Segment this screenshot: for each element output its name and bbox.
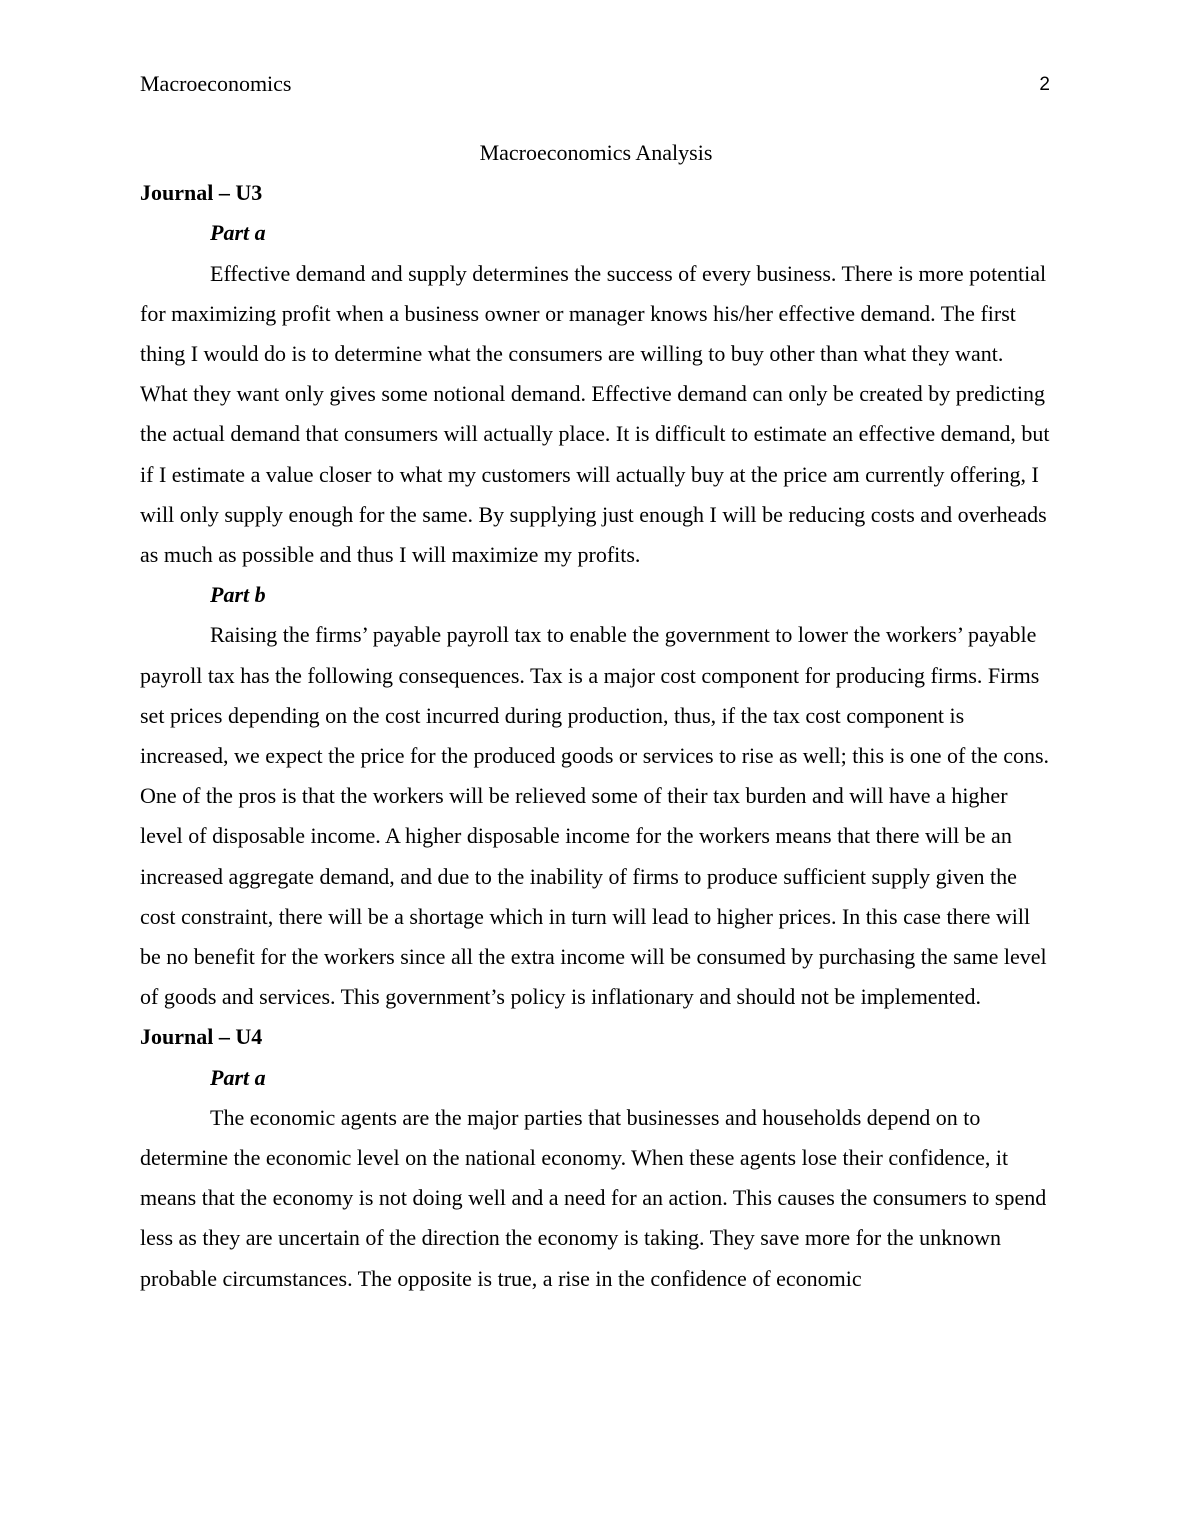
subheading-part-a: Part a xyxy=(210,1064,266,1090)
subheading-part-b: Part b xyxy=(210,582,266,608)
page-number: 2 xyxy=(1039,74,1050,95)
running-head: Macroeconomics xyxy=(140,71,292,96)
paragraph: The economic agents are the major parties that businesses and households depend on to determine the economic level on the national economy. When these agents lose their confidence, it means that the economy is not doing well and a need for an action. This causes the consumers to spend less as they are uncertain of the direction the economy is taking. They save more for the unknown probable circumstances. The opposite is true, a rise in the confidence of economic xyxy=(140,1104,1047,1291)
section-heading-journal-u3: Journal – U3 xyxy=(140,180,263,206)
paragraph: Effective demand and supply determines the success of every business. There is more potential for maximizing profit when a business owner or manager knows his/her effective demand. The first thing I would do is to determine what the consumers are willing to buy other than what they want. What they want only gives some notional demand. Effective demand can only be created by predicting the actual demand that consumers will actually place. It is difficult to estimate an effective demand, but if I estimate a value closer to what my customers will actually buy at the price am currently offering, I will only supply enough for the same. By supplying just enough I will be reducing costs and overheads as much as possible and thus I will maximize my profits. xyxy=(140,260,1050,568)
document-title: Macroeconomics Analysis xyxy=(479,140,713,165)
document-body xyxy=(140,133,1052,1299)
subheading-part-a: Part a xyxy=(210,220,266,246)
section-heading-journal-u4: Journal – U4 xyxy=(140,1024,263,1050)
paragraph: Raising the firms’ payable payroll tax to enable the government to lower the workers’ payable payroll tax has the following consequences. Tax is a major cost component for producing firms. Firms set prices depending on the cost incurred during production, thus, if the tax cost component is increased, we expect the price for the produced goods or services to rise as well; this is one of the cons. One of the pros is that the workers will be relieved some of their tax burden and will have a higher level of disposable income. A higher disposable income for the workers means that there will be an increased aggregate demand, and due to the inability of firms to produce sufficient supply given the cost constraint, there will be a shortage which in turn will lead to higher prices. In this case there will be no benefit for the workers since all the extra income will be consumed by purchasing the same level of goods and services. This government’s policy is inflationary and should not be implemented. xyxy=(140,622,1050,1010)
